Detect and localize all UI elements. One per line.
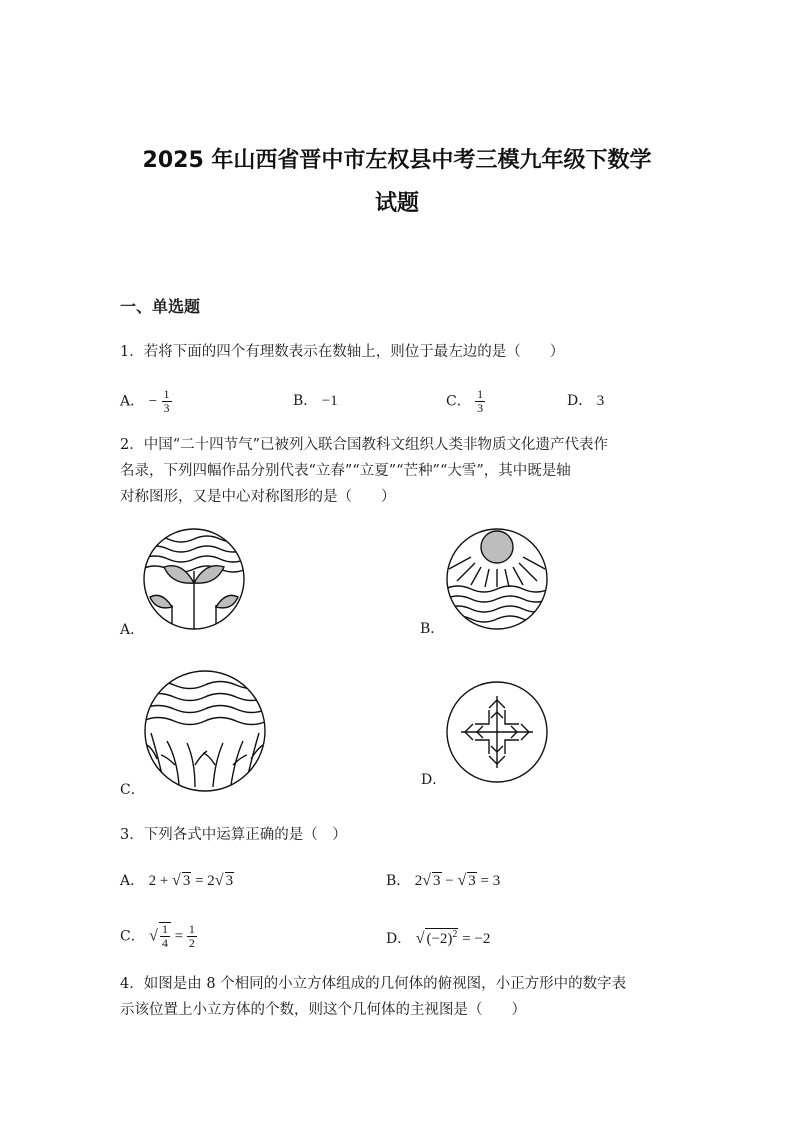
q3-c-num: 1 xyxy=(161,922,168,936)
q3-option-a-expression xyxy=(149,873,235,889)
q1-option-a-sign: − xyxy=(148,393,158,410)
radical-sign: √ xyxy=(172,872,181,889)
q1-option-b-label: B． xyxy=(293,393,318,409)
radical-sign: √ xyxy=(457,872,467,889)
q3-option-a[interactable] xyxy=(120,870,234,890)
page-title-line2: 试题 xyxy=(374,191,419,216)
q3-c-rnum: 1 xyxy=(188,922,195,936)
q2-option-d-label[interactable]: D． xyxy=(421,772,447,788)
q3-a-term2: = 2 xyxy=(191,873,215,889)
summer-sun-icon[interactable] xyxy=(445,527,549,631)
q3-option-b-label: B． xyxy=(386,873,411,889)
q3-d-radicand xyxy=(425,928,458,948)
q1-option-c[interactable] xyxy=(446,388,485,415)
q3-a-radicand1: 3 xyxy=(182,873,191,889)
q3-option-d-label: D． xyxy=(386,931,412,947)
q3-d-inner: (−2) xyxy=(426,931,453,947)
radical-sign: √ xyxy=(422,872,432,889)
q3-option-b[interactable] xyxy=(386,870,500,890)
question-2-stem-line2: 名录，下列四幅作品分别代表“立春”“立夏”“芒种”“大雪”，其中既是轴 xyxy=(120,463,571,479)
q1-a-denominator: 3 xyxy=(163,401,170,415)
q3-b-result: = 3 xyxy=(476,873,501,889)
q3-c-radicand xyxy=(159,922,171,950)
q3-option-b-expression xyxy=(415,873,501,889)
page-title: 2025 年山西省晋中市左权县中考三模九年级下数学 xyxy=(142,148,652,173)
q3-d-exponent: 2 xyxy=(452,929,458,940)
question-2-stem-line3: 对称图形，又是中心对称图形的是（ ） xyxy=(120,489,396,505)
q1-option-a-label: A． xyxy=(120,393,145,410)
q2-option-a-label[interactable]: A． xyxy=(120,622,145,638)
q1-option-d-value: 3 xyxy=(596,393,605,409)
grain-in-ear-icon[interactable] xyxy=(143,669,267,793)
q2-option-b-label[interactable]: B． xyxy=(420,621,445,637)
question-4-stem-line2: 示该位置上小立方体的个数，则这个几何体的主视图是（ ） xyxy=(120,1002,526,1018)
q1-a-numerator: 1 xyxy=(163,387,170,401)
q3-option-c[interactable] xyxy=(120,922,197,950)
question-2-stem-line1: 2．中国“二十四节气”已被列入联合国教科文组织人类非物质文化遗产代表作 xyxy=(120,437,609,453)
q3-c-result-fraction xyxy=(187,923,197,950)
q3-option-d[interactable] xyxy=(386,928,490,948)
q1-option-d-label: D． xyxy=(567,393,593,409)
q3-b-minus: − xyxy=(441,873,458,889)
q3-option-a-label: A． xyxy=(120,873,145,889)
q3-option-d-expression xyxy=(416,931,491,947)
radical-sign: √ xyxy=(214,872,224,889)
q1-option-a-fraction xyxy=(162,388,172,415)
q3-c-inner-fraction xyxy=(160,923,170,950)
q1-c-denominator: 3 xyxy=(477,401,484,415)
q3-c-rden: 2 xyxy=(188,936,195,950)
section-heading: 一、单选题 xyxy=(120,297,201,316)
q3-option-c-label: C． xyxy=(120,928,145,945)
q3-a-term1: 2 + xyxy=(148,873,173,889)
q3-a-radicand2: 3 xyxy=(225,873,234,889)
question-4-stem-line1: 4．如图是由 8 个相同的小立方体组成的几何体的俯视图，小正方形中的数字表 xyxy=(120,976,627,992)
q3-b-coef: 2 xyxy=(414,873,423,889)
q3-b-radicand2: 3 xyxy=(468,873,476,889)
q1-option-c-fraction xyxy=(475,388,485,415)
question-1-stem: 1．若将下面的四个有理数表示在数轴上，则位于最左边的是（ ） xyxy=(120,344,565,360)
q1-option-a[interactable] xyxy=(120,388,172,415)
q3-c-equals: = xyxy=(170,928,187,945)
q3-d-result: = −2 xyxy=(458,931,491,947)
q1-c-numerator: 1 xyxy=(477,387,484,401)
q1-option-d[interactable] xyxy=(567,390,604,410)
radical-sign: √ xyxy=(149,927,158,945)
q3-c-den: 4 xyxy=(161,936,168,950)
snowflake-icon[interactable] xyxy=(445,680,549,784)
spring-sprout-icon[interactable] xyxy=(142,527,246,631)
radical-sign: √ xyxy=(415,930,425,947)
q3-b-radicand1: 3 xyxy=(433,873,441,889)
q1-option-b[interactable] xyxy=(293,390,338,410)
q1-option-c-label: C． xyxy=(446,393,471,410)
q2-option-c-label[interactable]: C． xyxy=(120,782,145,798)
question-3-stem: 3．下列各式中运算正确的是（ ） xyxy=(120,827,347,843)
q1-option-b-value: −1 xyxy=(321,393,338,409)
